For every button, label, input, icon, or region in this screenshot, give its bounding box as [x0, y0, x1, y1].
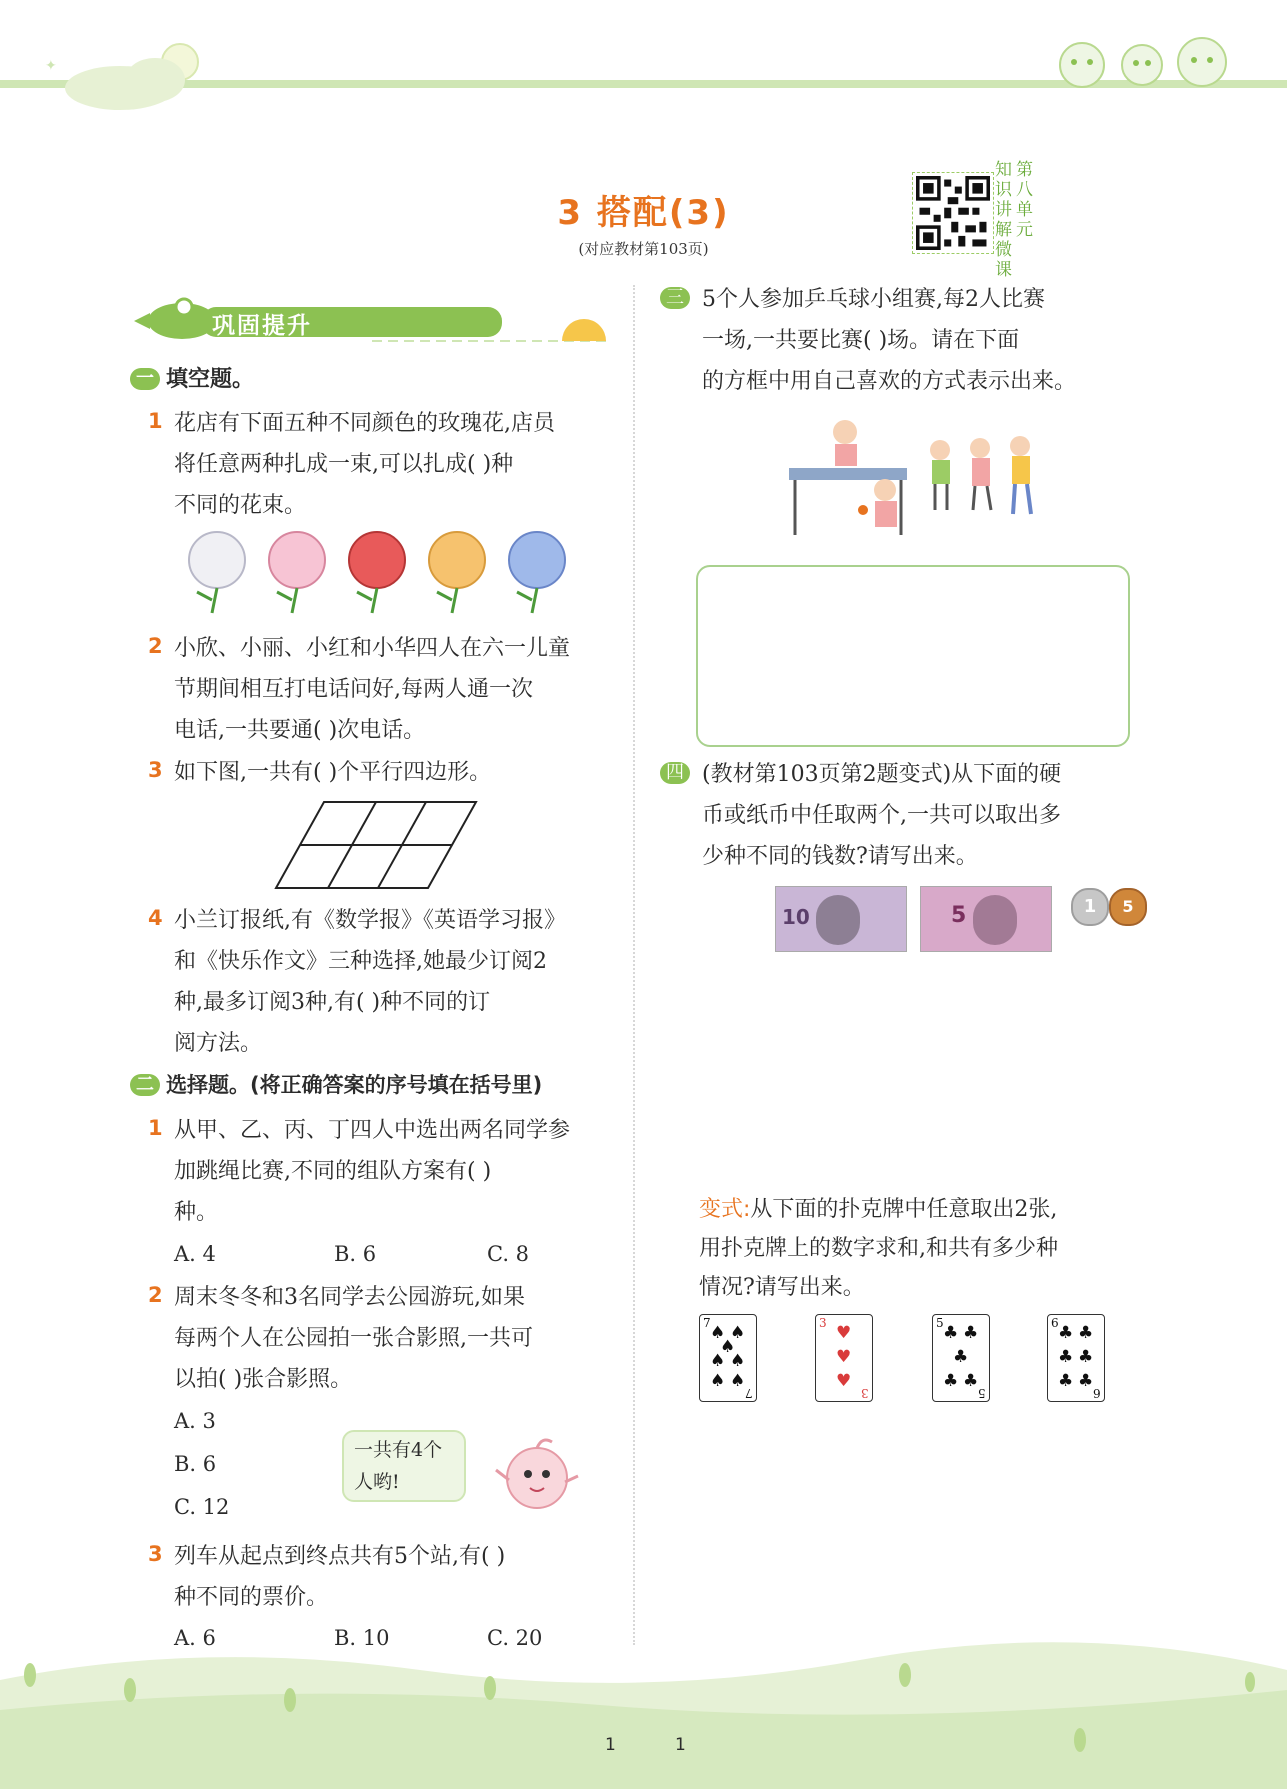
p2-q2: 2 周末冬冬和3名同学去公园游玩,如果 每两个人在公园拍一张合影照,一共可 以拍( )张合影照。 [148, 1277, 618, 1400]
card-seven-spades: 7 ♠ ♠ ♠ ♠ ♠ ♠ ♠ 7 [699, 1314, 757, 1402]
card-five-clubs: 5 ♣ ♣ ♣ ♣ ♣ 5 [932, 1314, 990, 1402]
p2-q3-line: 种不同的票价。 [174, 1585, 329, 1610]
part3-badge: 三 [660, 287, 690, 309]
part3-line: 5个人参加乒乓球小组赛,每2人比赛 [702, 287, 1045, 312]
speech-bubble: 一共有4个 人哟! [342, 1430, 466, 1502]
p1-q2: 2 小欣、小丽、小红和小华四人在六一儿童 节期间相互打电话问好,每两人通一次 电话,一共要通( )次电话。 [148, 628, 618, 751]
rose-white [189, 532, 245, 613]
five-yuan-value: 5 [951, 903, 967, 928]
column-divider [633, 285, 635, 1645]
part2-heading: 二 选择题。(将正确答案的序号填在括号里) [130, 1069, 542, 1099]
part3-line: 的方框中用自己喜欢的方式表示出来。 [702, 369, 1077, 394]
section-banner-label: 巩固提升 [212, 313, 312, 339]
p1-q4-line: 阅方法。 [174, 1031, 263, 1056]
part4-line: 少种不同的钱数?请写出来。 [702, 844, 978, 869]
p2-q1-option-c: C. 8 [487, 1242, 530, 1266]
variant-block [699, 1190, 1159, 1307]
p1-q4: 4 小兰订报纸,有《数学报》《英语学习报》 和《快乐作文》三种选择,她最少订阅2 种,最多订阅3种,有( )种不同的订 阅方法。 [148, 900, 618, 1064]
parallelogram-figure [272, 800, 482, 892]
note-portrait [973, 895, 1017, 945]
p2-q1-option-a: A. 4 [174, 1242, 216, 1266]
p1-q4-line: 和《快乐作文》三种选择,她最少订阅2 [174, 949, 547, 974]
p1-q2-line: 电话,一共要通( )次电话。 [174, 718, 426, 743]
variant-label: 变式: [699, 1197, 751, 1222]
p2-q3: 3 列车从起点到终点共有5个站,有( ) 种不同的票价。 [148, 1536, 618, 1618]
p2-q1: 1 从甲、乙、丙、丁四人中选出两名同学参 加跳绳比赛,不同的组队方案有( ) 种。 [148, 1110, 618, 1233]
p2-q1-line: 从甲、乙、丙、丁四人中选出两名同学参 [174, 1118, 571, 1143]
page-number-right: 1 [675, 1735, 686, 1755]
page-title: 3 搭配(3) [557, 193, 730, 233]
variant-line: 从下面的扑克牌中任意取出2张, [750, 1197, 1058, 1222]
p2-q2-line: 每两个人在公园拍一张合影照,一共可 [174, 1326, 533, 1351]
variant-line: 用扑克牌上的数字求和,和共有多少种 [699, 1236, 1058, 1261]
part4-badge: 四 [660, 762, 690, 784]
p1-q2-line: 小欣、小丽、小红和小华四人在六一儿童 [174, 636, 571, 661]
p2-q1-option-b: B. 6 [334, 1242, 377, 1266]
p2-q2-option-b: B. 6 [174, 1452, 217, 1476]
page-number-left: 1 [605, 1735, 616, 1755]
card-six-clubs: 6 ♣ ♣ ♣ ♣ ♣ ♣ 6 [1047, 1314, 1105, 1402]
unit-tag-col1: 知识讲解微课 [995, 160, 1012, 280]
five-yuan-note [920, 886, 1052, 952]
p1-q3-line: 如下图,一共有( )个平行四边形。 [174, 760, 492, 785]
p1-q1: 1 花店有下面五种不同颜色的玫瑰花,店员 将任意两种扎成一束,可以扎成( )种 不同的花束。 [148, 403, 618, 526]
p2-q1-line: 加跳绳比赛,不同的组队方案有( ) [174, 1159, 492, 1184]
part4 [660, 754, 1140, 877]
p1-q3: 3 如下图,一共有( )个平行四边形。 [148, 752, 618, 793]
p2-q1-line: 种。 [174, 1200, 219, 1225]
section-banner [132, 283, 612, 343]
p1-q2-line: 节期间相互打电话问好,每两人通一次 [174, 677, 533, 702]
ping-pong-players-image [785, 410, 1055, 550]
ten-yuan-note [775, 886, 907, 952]
animal-faces-decoration [1052, 30, 1242, 90]
one-yuan-coin: 1 [1071, 888, 1109, 926]
p2-q3-option-c: C. 20 [487, 1626, 543, 1650]
rose-red [349, 532, 405, 613]
p2-q3-option-b: B. 10 [334, 1626, 390, 1650]
qr-code-icon[interactable] [912, 172, 994, 254]
rose-orange [429, 532, 485, 613]
answer-box[interactable] [696, 565, 1130, 747]
p2-q2-line: 以拍( )张合影照。 [174, 1367, 353, 1392]
p2-q2-option-a: A. 3 [174, 1409, 216, 1433]
rose-blue [509, 532, 565, 613]
unit-tag-col2: 第八单元 [1016, 160, 1033, 240]
p1-q4-line: 种,最多订阅3种,有( )种不同的订 [174, 990, 491, 1015]
p2-q2-option-c: C. 12 [174, 1495, 230, 1519]
part1-badge: 一 [130, 368, 160, 390]
p2-q2-line: 周末冬冬和3名同学去公园游玩,如果 [174, 1285, 525, 1310]
ten-yuan-value: 10 [782, 905, 810, 929]
part4-line: (教材第103页第2题变式)从下面的硬 [702, 762, 1062, 787]
banner-fish-icon [132, 283, 612, 343]
note-portrait [816, 895, 860, 945]
part2-badge: 二 [130, 1074, 160, 1096]
cartoon-mascot-icon [492, 1430, 582, 1520]
p1-q1-line: 花店有下面五种不同颜色的玫瑰花,店员 [174, 411, 555, 436]
p2-q3-line: 列车从起点到终点共有5个站,有( ) [174, 1544, 506, 1569]
p2-q3-option-a: A. 6 [174, 1626, 216, 1650]
page-subtitle: (对应教材第103页) [578, 240, 709, 258]
variant-line: 情况?请写出来。 [699, 1275, 865, 1300]
roses-image [182, 528, 582, 618]
unit-tag [995, 160, 1035, 280]
p1-q1-line: 不同的花束。 [174, 493, 307, 518]
five-jiao-coin: 5 [1109, 888, 1147, 926]
part4-line: 币或纸币中任取两个,一共可以取出多 [702, 803, 1061, 828]
part3 [660, 279, 1140, 402]
part1-heading: 一 填空题。 [130, 362, 254, 393]
part3-line: 一场,一共要比赛( )场。请在下面 [702, 328, 1020, 353]
svg-text:✦: ✦ [45, 58, 57, 74]
sun-cloud-decoration [40, 40, 210, 110]
title-block [0, 185, 1287, 259]
rose-pink [269, 532, 325, 613]
p1-q1-line: 将任意两种扎成一束,可以扎成( )种 [174, 452, 514, 477]
p1-q4-line: 小兰订报纸,有《数学报》《英语学习报》 [174, 908, 566, 933]
card-three-hearts: 3 ♥ ♥ ♥ 3 [815, 1314, 873, 1402]
footer-hills-decoration [0, 1630, 1287, 1789]
